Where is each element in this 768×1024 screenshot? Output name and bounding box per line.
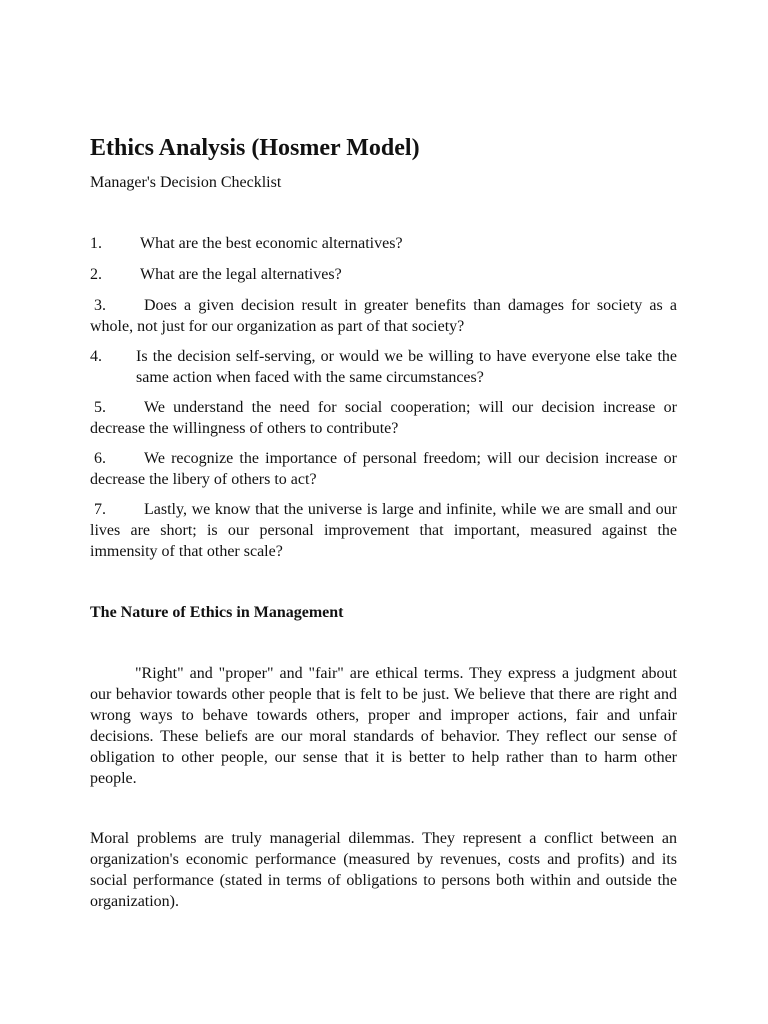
checklist-item-number: 7. [94,501,106,518]
checklist-item [90,346,677,388]
checklist-item [90,499,677,562]
section-heading: The Nature of Ethics in Management [90,604,344,621]
checklist-item [90,448,677,490]
body-paragraph: Moral problems are truly managerial dilemmas. They represent a conflict between an organization's economic performance (measured by revenues, costs and profits) and its social performance (stated in terms of obligations to persons both within and outside the organization). [90,830,677,910]
checklist-item [90,397,677,439]
checklist-item-number: 2. [90,266,102,283]
checklist-item-number: 1. [90,235,102,252]
checklist-item-number: 4. [90,348,102,365]
checklist-item-number: 5. [94,399,106,416]
checklist-item-text: Is the decision self-serving, or would we be willing to have everyone else take the same action when faced with the same circumstances? [136,348,677,386]
checklist-item-number: 6. [94,450,106,467]
checklist-item-text: What are the best economic alternatives? [140,235,403,252]
checklist-item-text: Does a given decision result in greater benefits than damages for society as a whole, not just for our organization as part of that society? [90,297,677,335]
checklist-item-text: What are the legal alternatives? [140,266,342,283]
checklist-item [90,264,677,285]
document-subtitle: Manager's Decision Checklist [90,174,282,191]
checklist-item-text: Lastly, we know that the universe is large and infinite, while we are small and our lives are short; is our personal improvement that important, measured against the immensity of that other scale? [90,501,677,560]
checklist-item [90,295,677,337]
document-title: Ethics Analysis (Hosmer Model) [90,135,420,161]
body-paragraph: "Right" and "proper" and "fair" are ethical terms. They express a judgment about our behavior towards other people that is felt to be just. We believe that there are right and wrong ways to behave towards others, proper and improper actions, fair and unfair decisions. These beliefs are our moral standards of behavior. They reflect our sense of obligation to other people, our sense that it is better to help rather than to harm other people. [90,665,677,787]
checklist-item-text: We recognize the importance of personal freedom; will our decision increase or decrease the libery of others to act? [90,450,677,488]
checklist-item-text: We understand the need for social cooperation; will our decision increase or decrease the willingness of others to contribute? [90,399,677,437]
checklist-item-number: 3. [94,297,106,314]
checklist-item [90,233,677,254]
